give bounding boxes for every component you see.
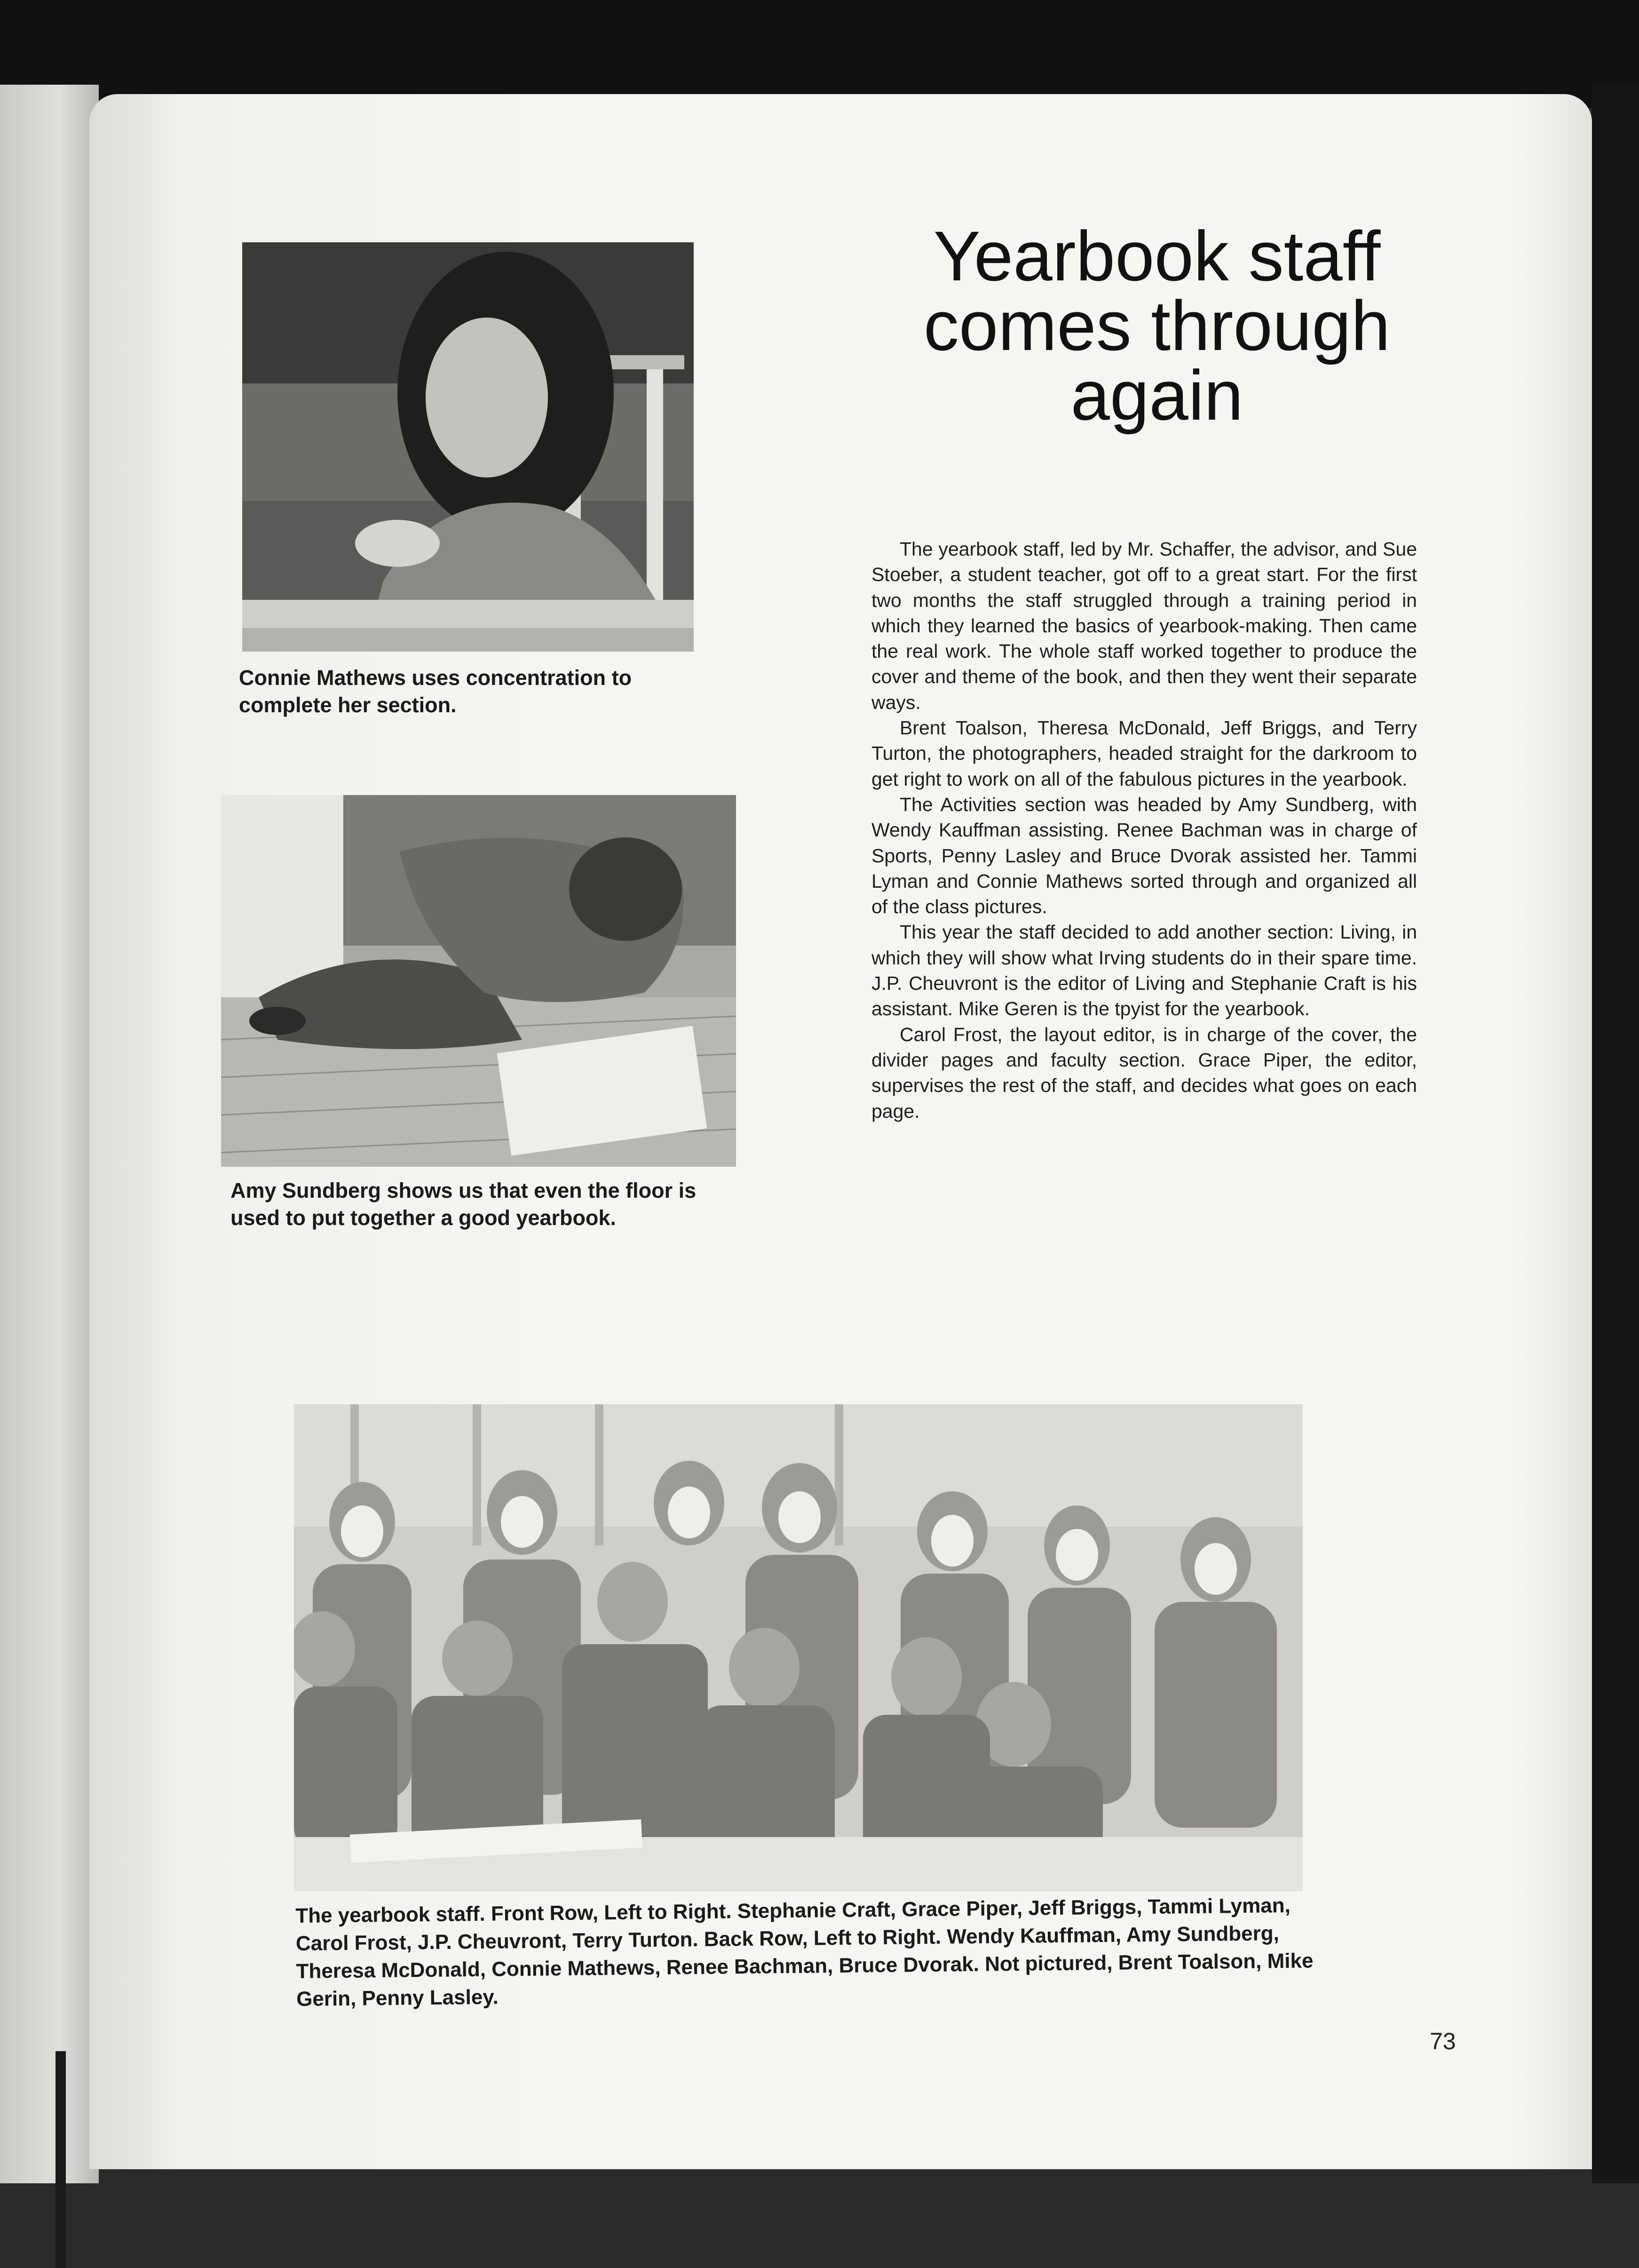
caption-photo-2: Amy Sundberg shows us that even the floor is used to put together a good yearbook. [230, 1178, 697, 1230]
photo-connie-mathews-image [242, 242, 694, 652]
scan-border-right [1592, 85, 1639, 2183]
photo-yearbook-staff-group [294, 1404, 1303, 1891]
article-body [871, 536, 1417, 1124]
scan-border-top [0, 0, 1639, 108]
binding-post [55, 2051, 66, 2268]
photo-amy-sundberg [221, 795, 736, 1167]
article-paragraph: Brent Toalson, Theresa McDonald, Jeff Briggs, and Terry Turton, the photographers, headed straight for the darkroom to get right to work on all of the fabulous pictures in the yearbook. [871, 717, 1417, 790]
article-paragraph: The Activities section was headed by Amy Sundberg, with Wendy Kauffman assisting. Renee Bachman was in charge of Sports, Penny Lasley and Bruce Dvorak assisted her. Tammi Lyman and Connie Mathews sorted through and organized all of the class pictures. [871, 793, 1417, 918]
photo-connie-mathews [242, 242, 694, 652]
article-paragraph: The yearbook staff, led by Mr. Schaffer, the advisor, and Sue Stoeber, a student teacher, got off to a great start. For the first two months the staff struggled through a training period in which they learned the basics of yearbook-making. Then came the real work. The whole staff worked together to produce the cover and theme of the book, and then they went their separate ways. [871, 538, 1417, 713]
page-number: 73 [1430, 2028, 1456, 2054]
page-headline: Yearbook staff comes through again [923, 216, 1391, 435]
photo-yearbook-staff-group-image [294, 1404, 1303, 1891]
caption-photo-1: Connie Mathews uses concentration to complete her section. [239, 666, 632, 717]
article-paragraph: Carol Frost, the layout editor, is in charge of the cover, the divider pages and faculty section. Grace Piper, the editor, supervises the rest of the staff, and decides what goes on each page. [871, 1023, 1417, 1122]
article-paragraph: This year the staff decided to add another section: Living, in which they will show what Irving students do in their spare time. J.P. Cheuvront is the editor of Living and Stephanie Craft is his assistant. Mike Geren is the tpyist for the yearbook. [871, 921, 1417, 1020]
facing-page-edge [0, 85, 99, 2183]
caption-group-photo: The yearbook staff. Front Row, Left to Right. Stephanie Craft, Grace Piper, Jeff Briggs, Tammi Lyman, Carol Frost, J.P. Cheuvront, Terry Turton. Back Row, Left to Right. Wendy Kauffman, Amy Sundberg, Theresa McDonald, Connie Mathews, Renee Bachman, Bruce Dvorak. Not pictured, Brent Toalson, Mike Gerin, Penny Lasley. [295, 1894, 1314, 2011]
photo-amy-sundberg-image [221, 795, 736, 1167]
